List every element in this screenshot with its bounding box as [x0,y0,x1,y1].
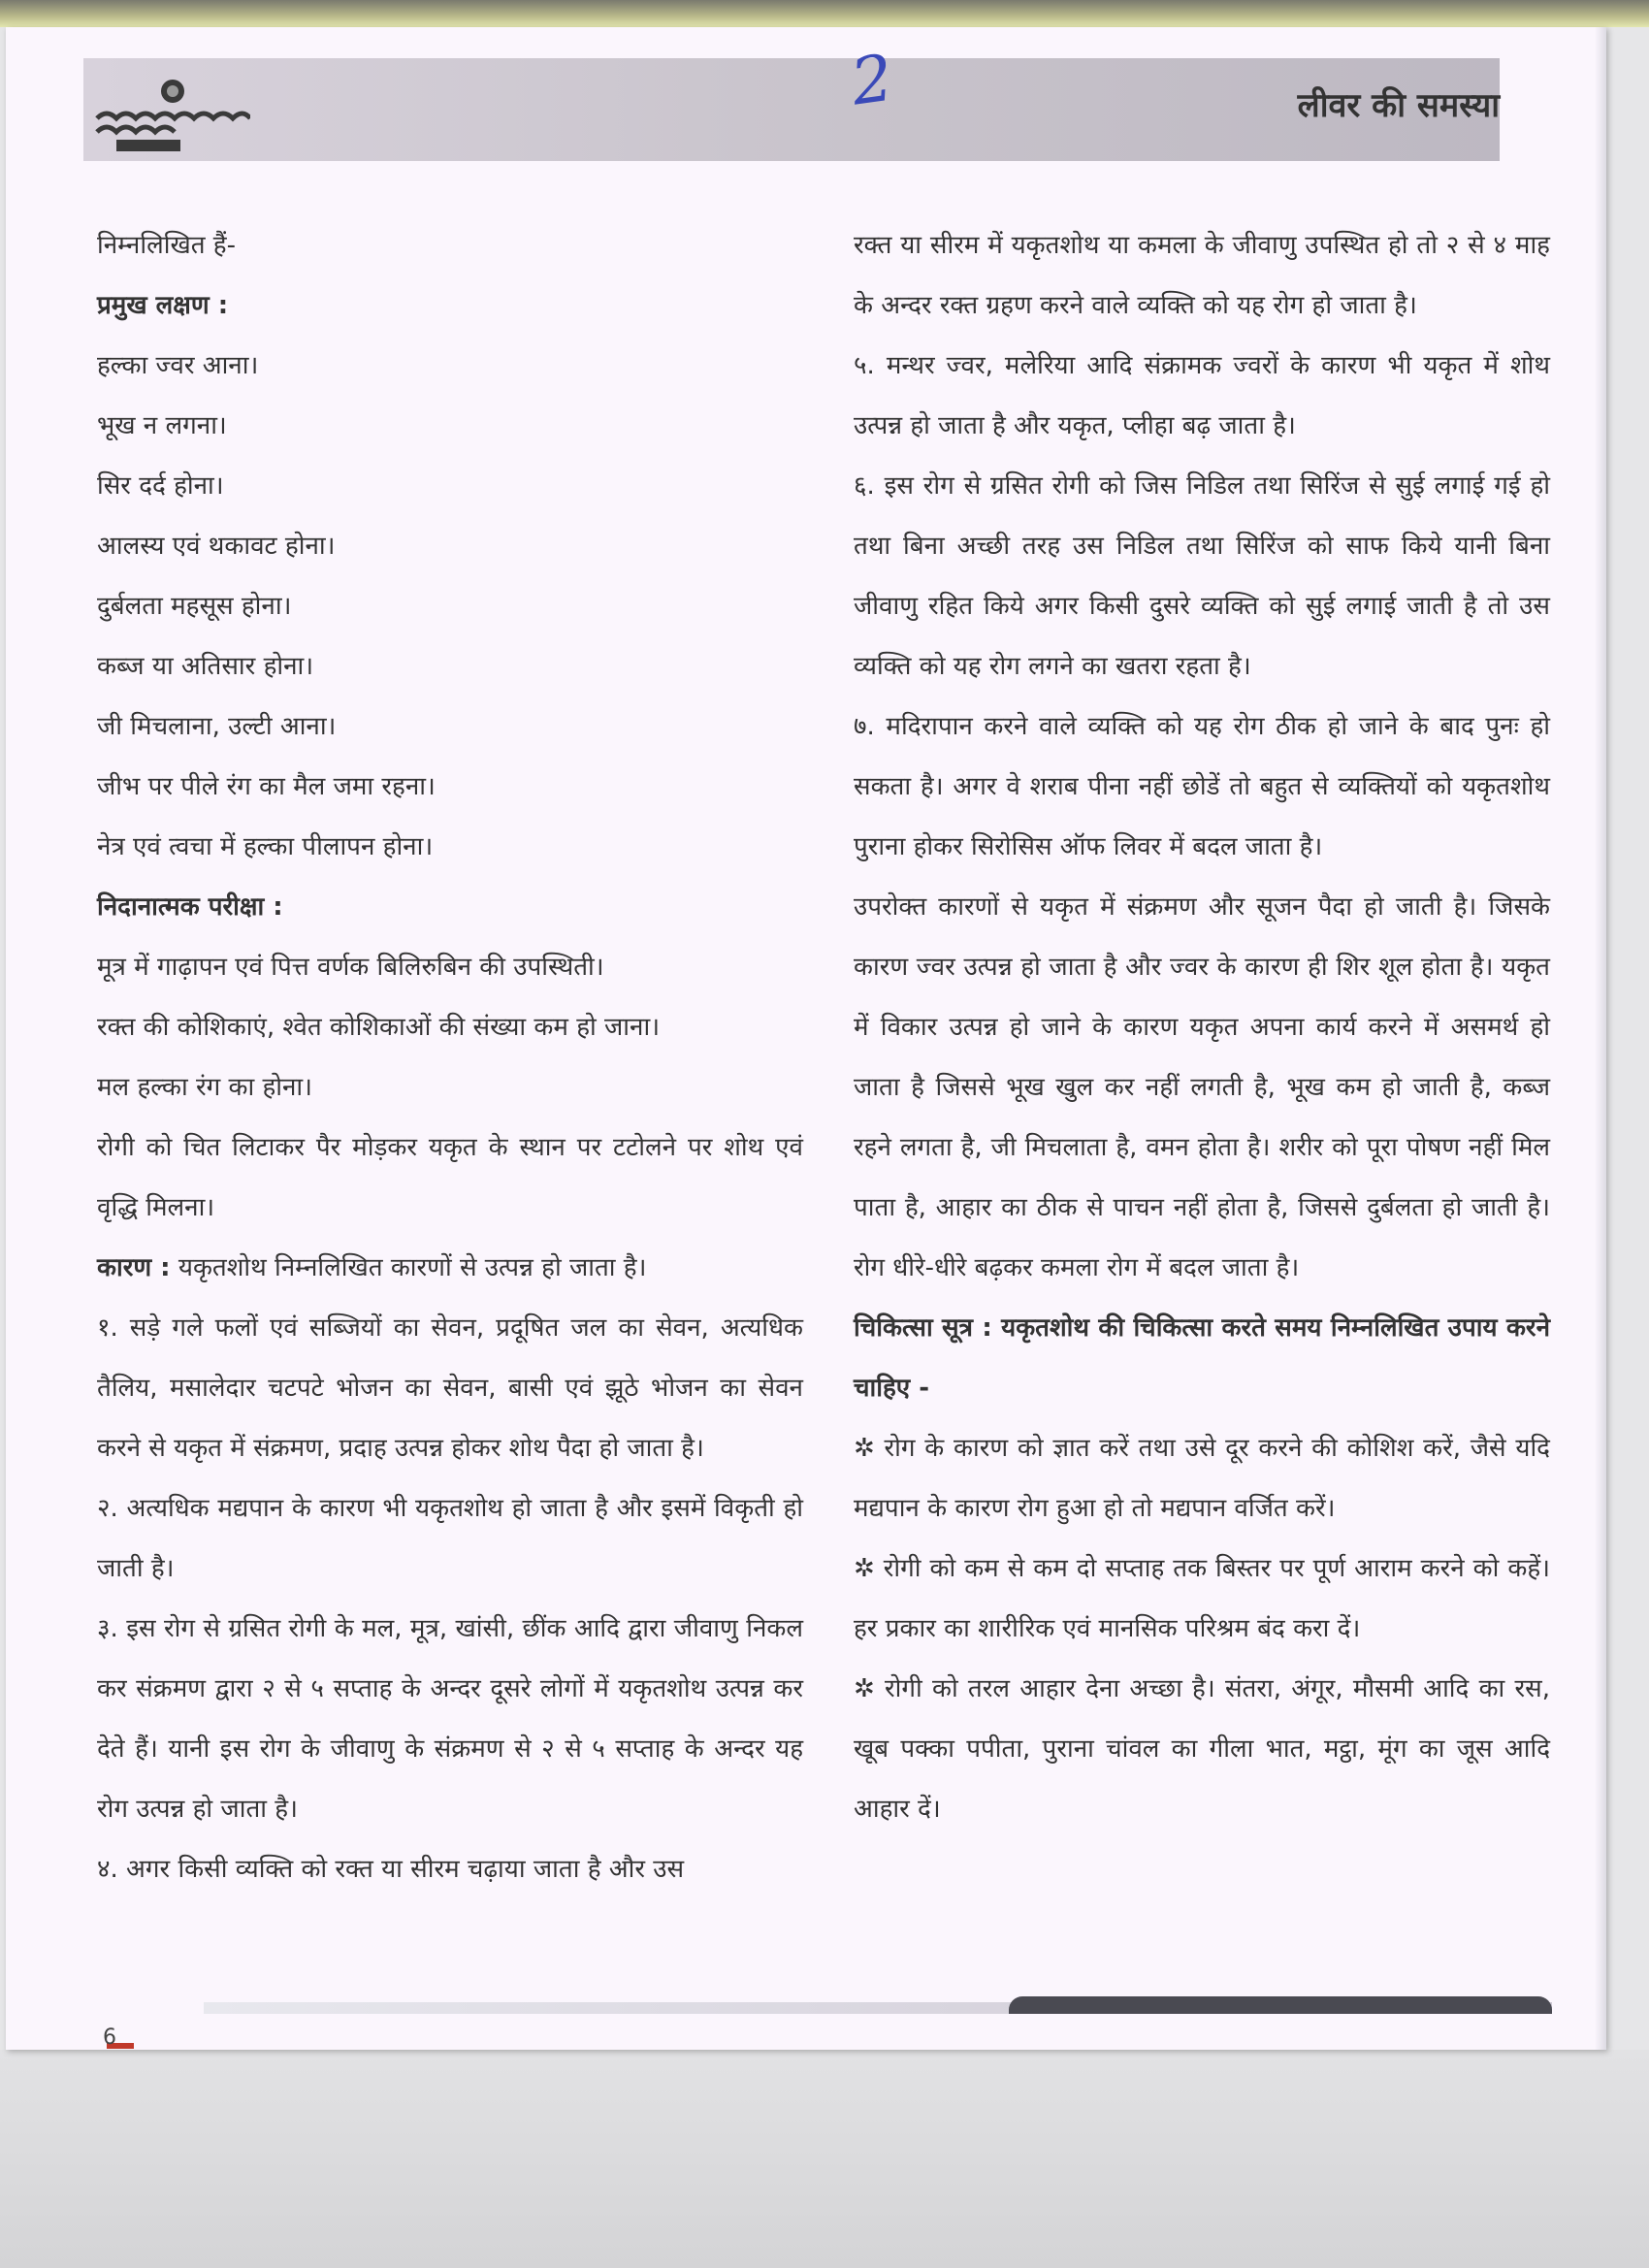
paragraph-text: हल्का ज्वर आना। [97,351,259,380]
paragraph [97,1478,803,1599]
paragraph [854,456,1550,697]
paragraph-text: चिकित्सा सूत्र : यकृतशोथ की चिकित्सा करते समय निम्नलिखित उपाय करने चाहिए - [854,1313,1550,1403]
paragraph [97,1238,803,1298]
paragraph-text: यकृतशोथ निम्नलिखित कारणों से उत्पन्न हो जाता है। [170,1253,647,1282]
paragraph [854,1539,1550,1659]
paragraph-text: ✲ रोगी को तरल आहार देना अच्छा है। संतरा, अंगूर, मौसमी आदि का रस, खूब पक्का पपीता, पुराना चांवल का गीला भात, मट्ठा, मूंग का जूस आदि आहार दें। [854,1674,1550,1824]
handwritten-page-mark: 2 [846,40,898,120]
paragraph [854,697,1550,877]
scanner-bed-bottom [0,2050,1649,2268]
paragraph-text: जीभ पर पीले रंग का मैल जमा रहना। [97,772,436,801]
publisher-logo-icon [95,76,250,165]
paragraph [854,1418,1550,1539]
paragraph [97,636,803,697]
paragraph-text: ३. इस रोग से ग्रसित रोगी के मल, मूत्र, खांसी, छींक आदि द्वारा जीवाणु निकल कर संक्रमण द्वारा २ से ५ सप्ताह के अन्दर दूसरे लोगों में यकृतशोथ उत्पन्न कर देते हैं। यानी इस रोग के जीवाणु के संक्रमण से २ से ५ सप्ताह के अन्दर यह रोग उत्पन्न हो जाता है। [97,1614,803,1824]
paragraph-text: जी मिचलाना, उल्टी आना। [97,712,337,741]
paragraph [97,576,803,636]
header-title: लीवर की समस्या [1297,86,1500,125]
paragraph [97,937,803,997]
paragraph [97,275,803,336]
paragraph-text: निम्नलिखित हैं- [97,231,236,260]
paragraph [854,1298,1550,1418]
paragraph [97,1839,803,1899]
paragraph-text: रोगी को चित लिटाकर पैर मोड़कर यकृत के स्थान पर टटोलने पर शोथ एवं वृद्धि मिलना। [97,1133,803,1222]
paragraph [854,877,1550,1298]
paragraph-text: भूख न लगना। [97,411,227,440]
scan-top-edge [0,0,1649,27]
footer-shadow-band [1009,1996,1552,2014]
paragraph-text: दुर्बलता महसूस होना। [97,592,292,621]
paragraph-text: ✲ रोग के कारण को ज्ञात करें तथा उसे दूर करने की कोशिश करें, जैसे यदि मद्यपान के कारण रोग हुआ हो तो मद्यपान वर्जित करें। [854,1434,1550,1523]
paragraph-text: मल हल्का रंग का होना। [97,1073,313,1102]
paragraph-label: कारण : [97,1253,171,1282]
paragraph-text: १. सड़े गले फलों एवं सब्जियों का सेवन, प्रदूषित जल का सेवन, अत्यधिक तैलिय, मसालेदार चटपटे भोजन का सेवन, बासी एवं झूठे भोजन का सेवन करने से यकृत में संक्रमण, प्रदाह उत्पन्न होकर शोथ पैदा हो जाता है। [97,1313,803,1463]
paragraph-text: मूत्र में गाढ़ापन एवं पित्त वर्णक बिलिरुबिन की उपस्थिती। [97,953,604,982]
paragraph [97,1118,803,1238]
paragraph-text: रक्त की कोशिकाएं, श्वेत कोशिकाओं की संख्या कम हो जाना। [97,1013,661,1042]
paragraph-text: निदानात्मक परीक्षा : [97,892,283,922]
paragraph [97,997,803,1057]
paragraph-text: ७. मदिरापान करने वाले व्यक्ति को यह रोग ठीक हो जाने के बाद पुनः हो सकता है। अगर वे शराब पीना नहीं छोडें तो बहुत से व्यक्तियों को यकृतशोथ पुराना होकर सिरोसिस ऑफ लिवर में बदल जाता है। [854,712,1550,861]
paragraph [97,215,803,275]
header-band [83,58,1500,161]
left-column [97,215,803,1899]
paragraph [97,456,803,516]
paragraph [97,697,803,757]
paragraph [854,1659,1550,1839]
paragraph [97,396,803,456]
paragraph-text: ५. मन्थर ज्वर, मलेरिया आदि संक्रामक ज्वरों के कारण भी यकृत में शोथ उत्पन्न हो जाता है और यकृत, प्लीहा बढ़ जाता है। [854,351,1550,440]
paragraph [97,516,803,576]
paragraph [97,877,803,937]
paragraph-text: ४. अगर किसी व्यक्ति को रक्त या सीरम चढ़ाया जाता है और उस [97,1855,685,1884]
page-number: 6 [103,2025,116,2050]
paragraph-text: आलस्य एवं थकावट होना। [97,532,336,561]
paragraph [97,1057,803,1118]
paragraph [97,817,803,877]
paragraph [97,336,803,396]
paragraph [97,757,803,817]
paragraph [97,1599,803,1839]
paragraph-text: कब्ज या अतिसार होना। [97,652,314,681]
paragraph [854,215,1550,336]
paragraph [97,1298,803,1478]
paragraph [854,336,1550,456]
paragraph-text: सिर दर्द होना। [97,471,224,501]
paragraph-text: ६. इस रोग से ग्रसित रोगी को जिस निडिल तथा सिरिंज से सुई लगाई गई हो तथा बिना अच्छी तरह उस निडिल तथा सिरिंज को साफ किये यानी बिना जीवाणु रहित किये अगर किसी दुसरे व्यक्ति को सुई लगाई जाती है तो उस व्यक्ति को यह रोग लगने का खतरा रहता है। [854,471,1550,681]
paragraph-text: उपरोक्त कारणों से यकृत में संक्रमण और सूजन पैदा हो जाती है। जिसके कारण ज्वर उत्पन्न हो जाता है और ज्वर के कारण ही शिर शूल होता है। यकृत में विकार उत्पन्न हो जाने के कारण यकृत अपना कार्य करने में असमर्थ हो जाता है जिससे भूख खुल कर नहीं लगती है, भूख कम हो जाती है, कब्ज रहने लगता है, जी मिचलाता है, वमन होता है। शरीर को पूरा पोषण नहीं मिल पाता है, आहार का ठीक से पाचन नहीं होता है, जिससे दुर्बलता हो जाती है। रोग धीरे-धीरे बढ़कर कमला रोग में बदल जाता है। [854,892,1550,1282]
paragraph-text: २. अत्यधिक मद्यपान के कारण भी यकृतशोथ हो जाता है और इसमें विकृती हो जाती है। [97,1494,803,1583]
paragraph-text: रक्त या सीरम में यकृतशोथ या कमला के जीवाणु उपस्थित हो तो २ से ४ माह के अन्दर रक्त ग्रहण करने वाले व्यक्ति को यह रोग हो जाता है। [854,231,1550,320]
right-column [854,215,1550,1839]
paragraph-text: प्रमुख लक्षण : [97,291,229,320]
paragraph-text: ✲ रोगी को कम से कम दो सप्ताह तक बिस्तर पर पूर्ण आराम करने को कहें। हर प्रकार का शारीरिक एवं मानसिक परिश्रम बंद करा दें। [854,1554,1550,1643]
paragraph-text: नेत्र एवं त्वचा में हल्का पीलापन होना। [97,832,434,861]
